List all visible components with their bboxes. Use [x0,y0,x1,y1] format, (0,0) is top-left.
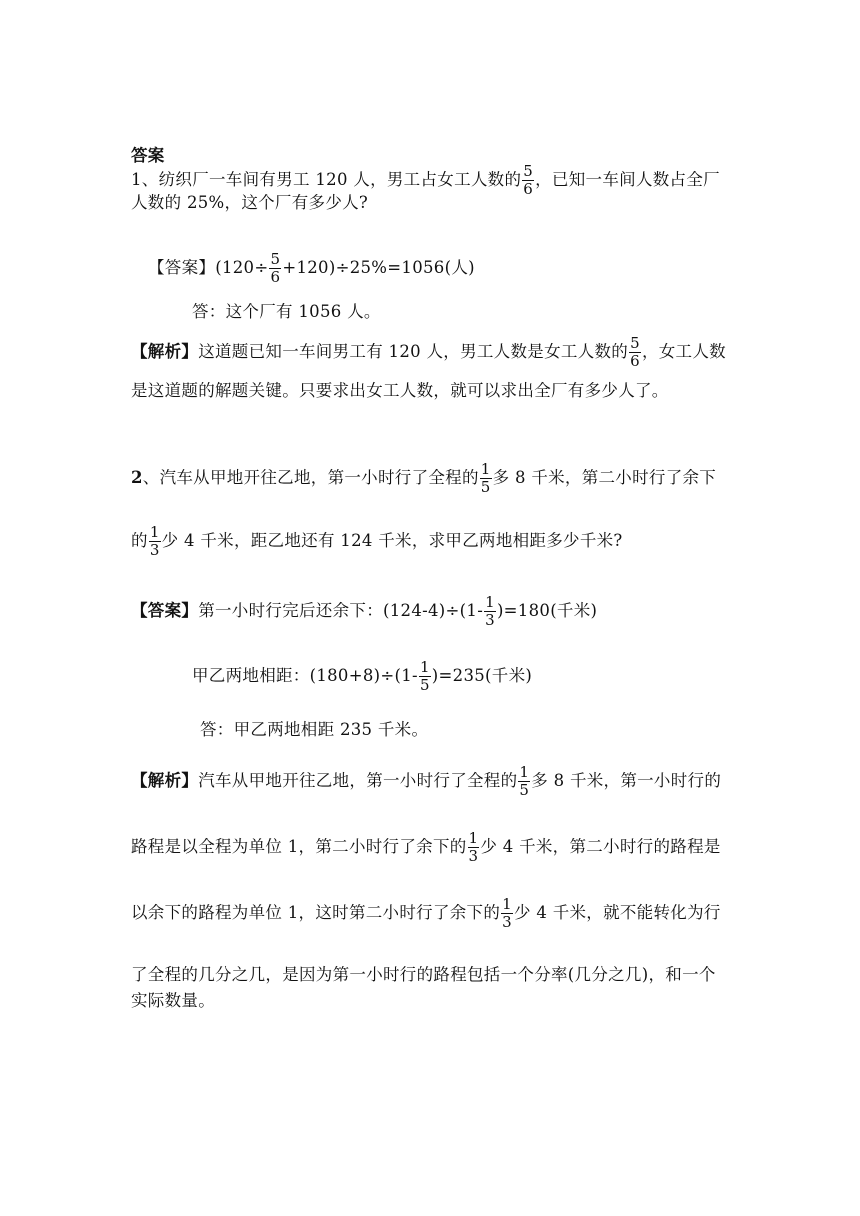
frac-numerator: 1 [480,460,491,478]
q2-line2-a: 的 [131,531,148,550]
q2-line-1 [131,458,716,498]
q2-exp3-b: 少 4 千米，就不能转化为行 [514,903,721,922]
fraction-1-3 [501,896,513,931]
q2-answer1-b: )=180(千米) [496,601,598,620]
answer-label: 【答案】 [148,258,216,277]
frac-denominator: 3 [485,611,495,629]
q1-text-a: 1、纺织厂一车间有男工 120 人，男工占女工人数的 [131,170,522,189]
frac-numerator: 5 [630,334,640,352]
fraction-1-5 [480,461,492,496]
q2-answer-2 [192,656,532,696]
q2-explanation-2 [131,827,721,867]
answer-heading: 答案 [131,146,165,165]
q2-explanation-3 [131,893,721,933]
q1-reply: 答：这个厂有 1056 人。 [192,302,381,321]
frac-denominator: 3 [502,913,512,931]
frac-numerator: 1 [485,593,495,611]
q1-answer [148,248,475,288]
frac-numerator: 1 [149,523,160,541]
frac-numerator: 5 [270,250,281,268]
frac-numerator: 1 [419,658,430,676]
frac-denominator: 3 [149,541,160,559]
frac-numerator: 1 [502,895,512,913]
frac-denominator: 6 [270,268,281,286]
q2-text-b: 多 8 千米，第二小时行了余下 [492,468,717,487]
answer-label: 【答案】 [131,601,199,620]
fraction-1-5 [518,764,530,799]
q2-explanation-1 [131,761,721,801]
explanation-label: 【解析】 [131,342,199,361]
q2-exp1-a: 汽车从甲地开往乙地，第一小时行了全程的 [198,771,518,790]
frac-denominator: 6 [630,352,640,370]
fraction-1-5 [419,659,431,694]
q2-answer2-a: 甲乙两地相距：(180+8)÷(1- [192,666,418,685]
q2-exp3-a: 以余下的路程为单位 1，这时第二小时行了余下的 [131,903,501,922]
frac-denominator: 6 [523,180,534,198]
q1-explanation-1 [131,332,726,372]
q2-reply: 答：甲乙两地相距 235 千米。 [200,720,429,739]
frac-numerator: 5 [523,162,534,180]
q2-line-2 [131,521,623,561]
q1-answer-b: +120)÷25%=1056(人) [282,258,475,277]
frac-numerator: 1 [468,829,479,847]
explanation-label: 【解析】 [131,771,199,790]
q2-answer1-a: 第一小时行完后还余下：(124-4)÷(1- [198,601,484,620]
frac-denominator: 3 [468,847,479,865]
fraction-1-3 [468,830,480,865]
q2-exp2-a: 路程是以全程为单位 1，第二小时行了余下的 [131,837,467,856]
frac-denominator: 5 [519,781,530,799]
q2-explanation-5: 实际数量。 [131,991,215,1010]
q2-text-a: 、汽车从甲地开往乙地，第一小时行了全程的 [142,468,479,487]
q2-number: 2 [131,468,143,487]
q2-explanation-4: 了全程的几分之几，是因为第一小时行的路程包括一个分率(几分之几)，和一个 [131,965,716,984]
q2-exp1-b: 多 8 千米，第一小时行的 [531,771,722,790]
q2-line2-b: 少 4 千米，距乙地还有 124 千米，求甲乙两地相距多少千米? [161,531,623,550]
frac-denominator: 5 [480,478,491,496]
fraction-1-3 [484,594,496,629]
q2-answer2-b: )=235(千米) [431,666,533,685]
q2-exp2-b: 少 4 千米，第二小时行的路程是 [480,837,721,856]
q1-exp-a: 这道题已知一车间男工有 120 人，男工人数是女工人数的 [198,342,629,361]
frac-denominator: 5 [419,676,430,694]
fraction-1-3 [149,524,161,559]
q1-exp-b: ，女工人数 [641,342,726,361]
fraction-5-6 [522,163,534,198]
fraction-5-6 [269,251,281,286]
q1-text-b: ，已知一车间人数占全厂 [535,170,720,189]
q2-answer-1 [131,591,597,631]
q1-explanation-2: 是这道题的解题关键。只要求出女工人数，就可以求出全厂有多少人了。 [131,381,669,400]
q1-line-2: 人数的 25%，这个厂有多少人? [131,193,369,212]
fraction-5-6 [629,335,641,370]
q1-answer-a: (120÷ [215,258,269,277]
frac-numerator: 1 [519,763,530,781]
